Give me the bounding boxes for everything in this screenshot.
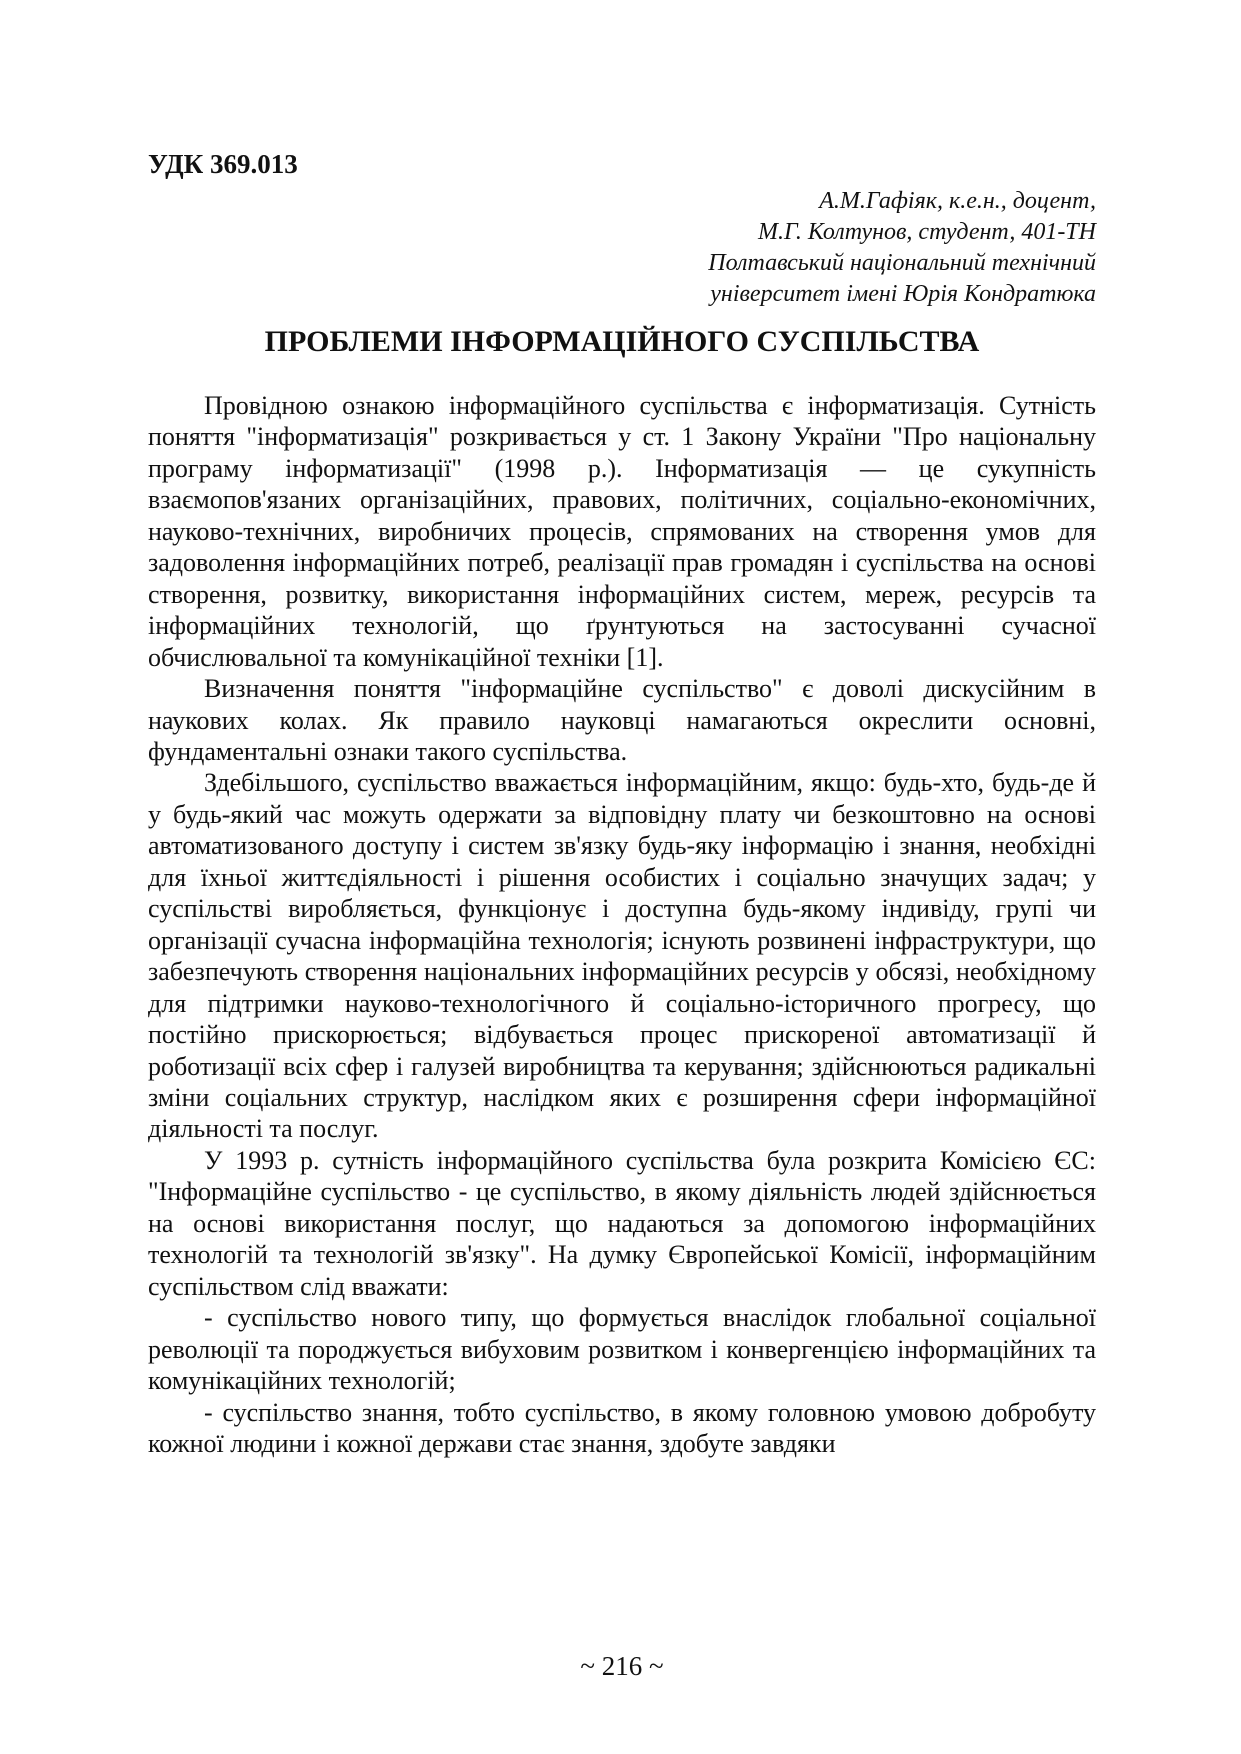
page-number: ~ 216 ~ <box>580 1651 664 1681</box>
udk-code: УДК 369.013 <box>148 149 298 179</box>
author-line: М.Г. Колтунов, студент, 401-ТН <box>757 219 1096 245</box>
article-body <box>148 390 1096 1459</box>
list-paragraph: - суспільство нового типу, що формується внаслідок глобальної соціальної революції та породжується вибуховим розвитком і конвергенцією інформаційних та комунікаційних технологій; <box>148 1303 1096 1396</box>
paragraph: Провідною ознакою інформаційного суспільства є інформатизація. Сутність поняття "інформатизація" розкривається у ст. 1 Закону України "Про національну програму інформатизації" (1998 р.). Інформатизація — це сукупність взаємопов'язаних організаційних, правових, політичних, соціально-економічних, науково-технічних, виробничих процесів, спрямованих на створення умов для задоволення інформаційних потреб, реалізації прав громадян і суспільства на основі створення, розвитку, використання інформаційних систем, мереж, ресурсів та інформаційних технологій, що ґрунтуються на застосуванні сучасної обчислювальної та комунікаційної техніки [1]. <box>148 391 1096 672</box>
document-page <box>148 0 1096 1754</box>
paragraph: У 1993 р. сутність інформаційного суспільства була розкрита Комісією ЄС: "Інформаційне суспільство - це суспільство, в якому діяльність людей здійснюється на основі використання послуг, що надаються за допомогою інформаційних технологій та технологій зв'язку". На думку Європейської Комісії, інформаційним суспільством слід вважати: <box>148 1145 1096 1301</box>
affiliation-line: університет імені Юрія Кондратюка <box>710 281 1096 307</box>
paragraph: Здебільшого, суспільство вважається інформаційним, якщо: будь-хто, будь-де й у будь-який час можуть одержати за відповідну плату чи безкоштовно на основі автоматизованого доступу і систем зв'язку будь-яку інформацію і знання, необхідні для їхньої життєдіяльності і рішення особистих і соціально значущих задач; у суспільстві виробляється, функціонує і доступна будь-якому індивіду, групі чи організації сучасна інформаційна технологія; існують розвинені інфраструктури, що забезпечують створення національних інформаційних ресурсів у обсязі, необхідному для підтримки науково-технологічного й соціально-історичного прогресу, що постійно прискорюється; відбувається процес прискореної автоматизації й роботизації всіх сфер і галузей виробництва та керування; здійснюються радикальні зміни соціальних структур, наслідком яких є розширення сфери інформаційної діяльності та послуг. <box>148 768 1096 1144</box>
article-title: ПРОБЛЕМИ ІНФОРМАЦІЙНОГО СУСПІЛЬСТВА <box>264 325 980 358</box>
affiliation-line: Полтавський національний технічний <box>708 250 1096 276</box>
author-line: А.М.Гафіяк, к.е.н., доцент, <box>819 188 1096 214</box>
paragraph: Визначення поняття "інформаційне суспільство" є доволі дискусійним в наукових колах. Як правило науковці намагаються окреслити основні, фундаментальні ознаки такого суспільства. <box>148 674 1096 766</box>
list-paragraph: - суспільство знання, тобто суспільство, в якому головною умовою добробуту кожної людини і кожної держави стає знання, здобуте завдяки <box>148 1397 1096 1458</box>
author-block <box>708 186 1096 310</box>
